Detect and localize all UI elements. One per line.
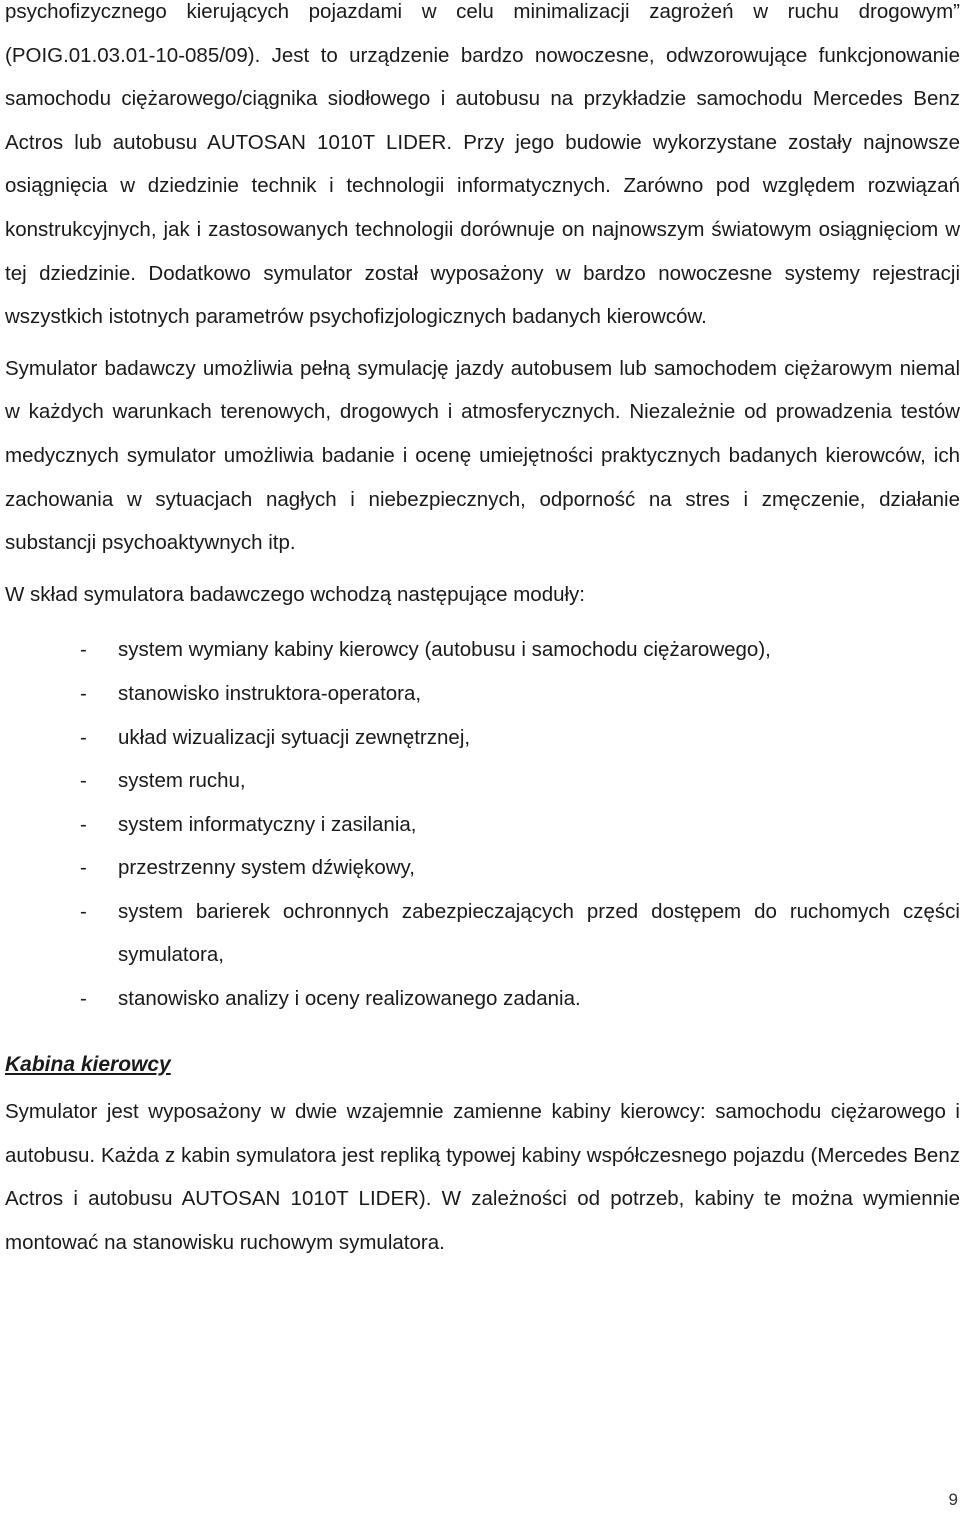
list-dash: - bbox=[80, 638, 87, 662]
list-dash: - bbox=[80, 987, 87, 1011]
list-item-text: stanowisko analizy i oceny realizowanego zadania. bbox=[118, 987, 581, 1011]
document-page bbox=[5, 0, 960, 1265]
list-dash: - bbox=[80, 769, 87, 793]
list-item bbox=[5, 759, 960, 803]
modules-list bbox=[5, 628, 960, 1020]
section-heading: Kabina kierowcy bbox=[5, 1052, 171, 1076]
list-dash: - bbox=[80, 856, 87, 880]
list-dash: - bbox=[80, 725, 87, 749]
list-item-text: system informatyczny i zasilania, bbox=[118, 812, 417, 836]
list-item-text: system wymiany kabiny kierowcy (autobusu i samochodu ciężarowego), bbox=[118, 638, 771, 662]
list-dash: - bbox=[80, 899, 87, 923]
list-item bbox=[5, 672, 960, 716]
paragraph-simulator-description: psychofizycznego kierujących pojazdami w celu minimalizacji zagrożeń w ruchu drogowym” (POIG.01.03.01-10-085/09). Jest to urządzenie bardzo nowoczesne, odwzorowujące funkcjonowanie samochodu ciężarowego/ciągnika siodłowego i autobusu na przykładzie samochodu Mercedes Benz Actros lub autobusu AUTOSAN 1010T LIDER. Przy jego budowie wykorzystane zostały najnowsze osiągnięcia w dziedzinie technik i technologii informatycznych. Zarówno pod względem rozwiązań konstrukcyjnych, jak i zastosowanych technologii dorównuje on najnowszym światowym osiągnięciom w tej dziedzinie. Dodatkowo symulator został wyposażony w bardzo nowoczesne systemy rejestracji wszystkich istotnych parametrów psychofizjologicznych badanych kierowców. bbox=[5, 0, 960, 329]
paragraph-driver-cabin: Symulator jest wyposażony w dwie wzajemnie zamienne kabiny kierowcy: samochodu ciężarowego i autobusu. Każda z kabin symulatora jest repliką typowej kabiny współczesnego pojazdu (Mercedes Benz Actros i autobusu AUTOSAN 1010T LIDER). W zależności od potrzeb, kabiny te można wymiennie montować na stanowisku ruchowym symulatora. bbox=[5, 1100, 960, 1255]
page-number: 9 bbox=[948, 1490, 958, 1509]
list-dash: - bbox=[80, 681, 87, 705]
list-item bbox=[5, 846, 960, 890]
list-item-text: system ruchu, bbox=[118, 769, 246, 793]
list-item bbox=[5, 890, 960, 977]
list-item bbox=[5, 977, 960, 1021]
list-item-text: przestrzenny system dźwiękowy, bbox=[118, 856, 415, 880]
list-item-text: układ wizualizacji sytuacji zewnętrznej, bbox=[118, 725, 471, 749]
paragraph-modules-intro: W skład symulatora badawczego wchodzą następujące moduły: bbox=[5, 582, 585, 606]
list-item bbox=[5, 628, 960, 672]
list-item-text: stanowisko instruktora-operatora, bbox=[118, 681, 422, 705]
list-item bbox=[5, 803, 960, 847]
list-dash: - bbox=[80, 812, 87, 836]
list-item bbox=[5, 716, 960, 760]
list-item-text: system barierek ochronnych zabezpieczających przed dostępem do ruchomych części symulatora, bbox=[118, 899, 960, 967]
paragraph-simulator-capabilities: Symulator badawczy umożliwia pełną symulację jazdy autobusem lub samochodem ciężarowym niemal w każdych warunkach terenowych, drogowych i atmosferycznych. Niezależnie od prowadzenia testów medycznych symulator umożliwia badanie i ocenę umiejętności praktycznych badanych kierowców, ich zachowania w sytuacjach nagłych i niebezpiecznych, odporność na stres i zmęczenie, działanie substancji psychoaktywnych itp. bbox=[5, 356, 960, 555]
